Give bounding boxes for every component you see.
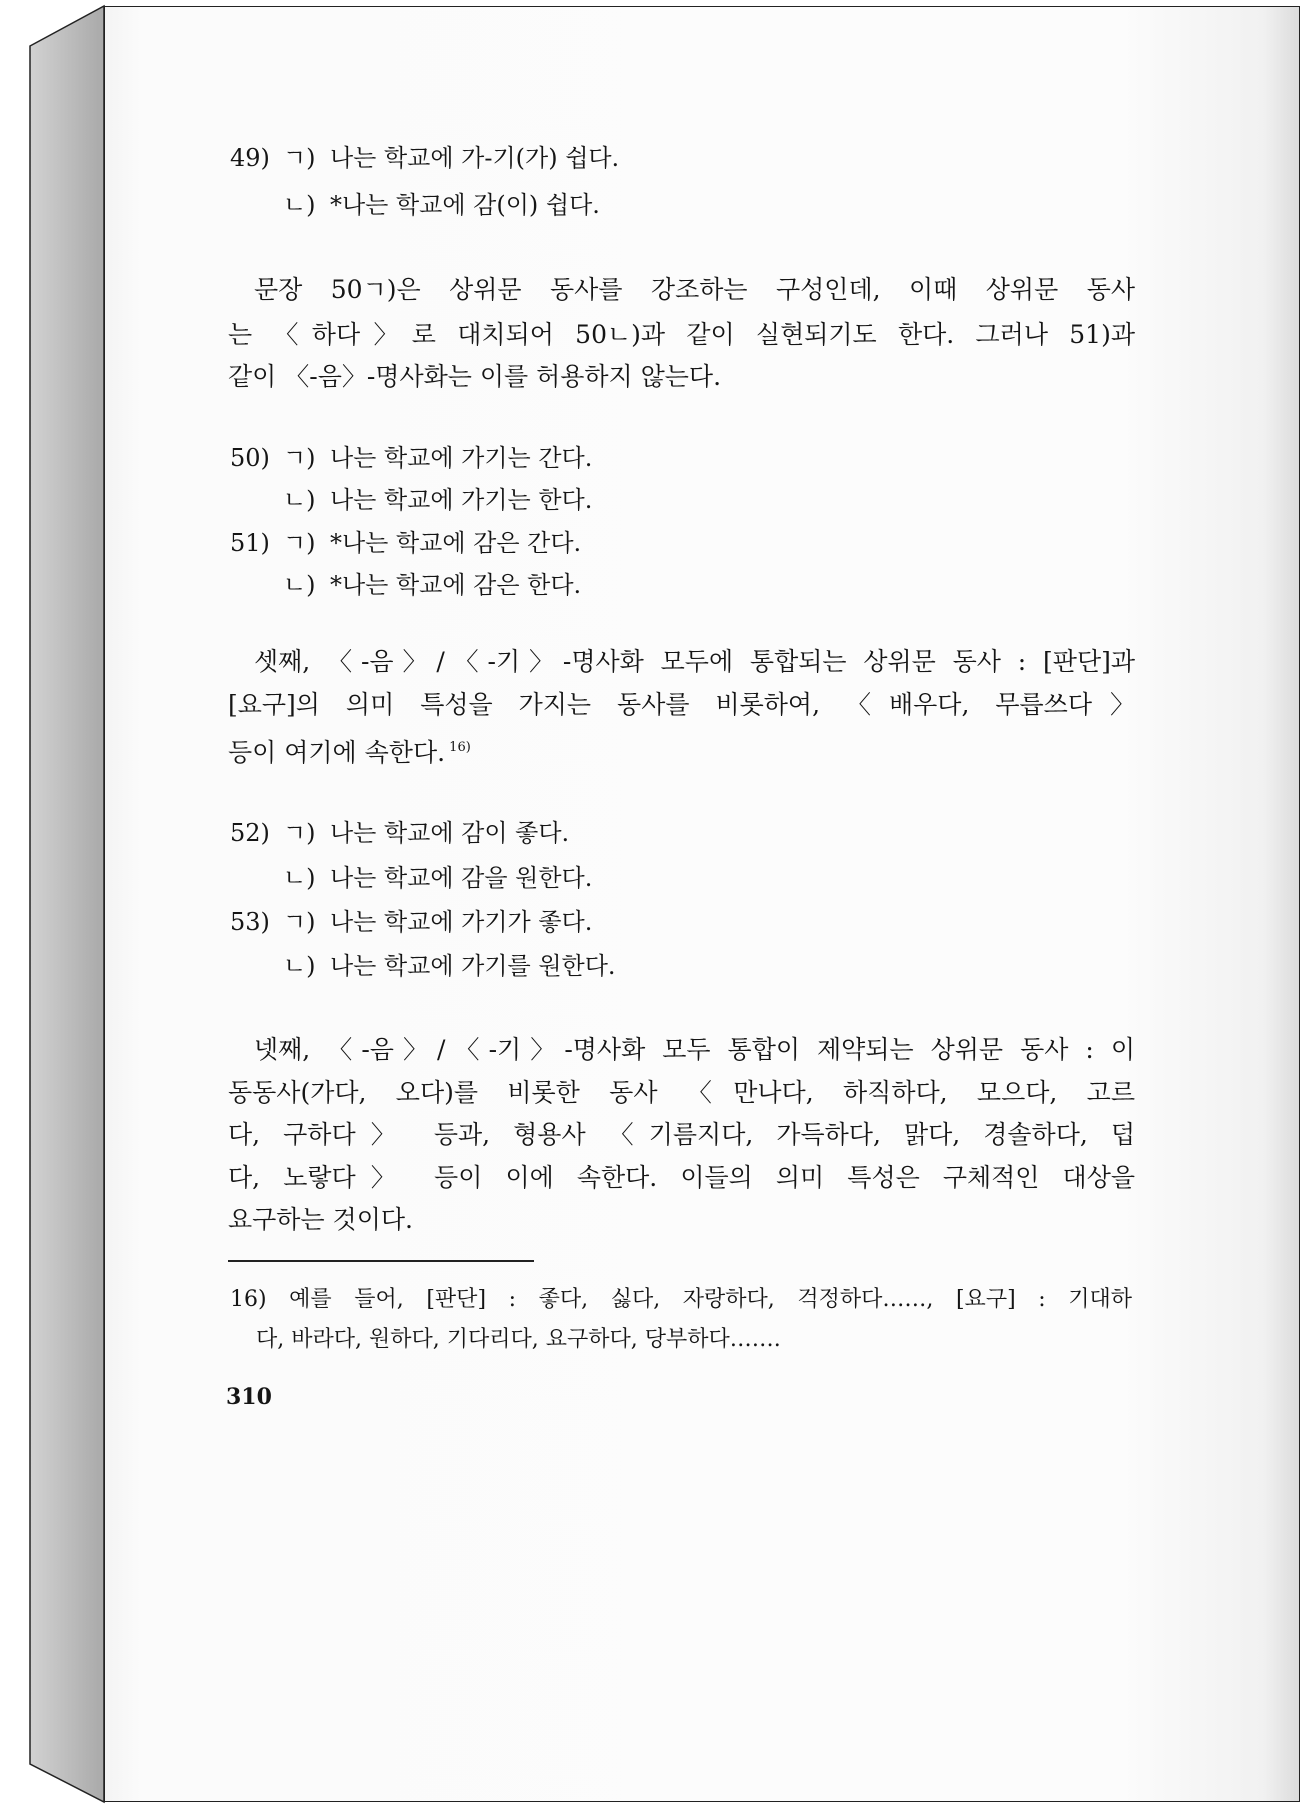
example-number: 51) [230,529,270,557]
paragraph-line: [요구]의 의미 특성을 가지는 동사를 비롯하여, 〈배우다, 무릅쓰다〉 [228,690,1135,719]
footnote-reference[interactable]: 16) [445,740,471,755]
example-label: ㄴ) [283,864,316,892]
book-spine [0,0,120,1806]
example-label: ㄴ) [283,486,316,514]
example-sentence: 나는 학교에 가기는 한다. [330,486,593,514]
footnote-divider [228,1260,534,1262]
example-sentence: 나는 학교에 가-기(가) 쉽다. [330,144,620,172]
example-number: 50) [230,444,270,472]
example-sentence: 나는 학교에 가기가 좋다. [330,908,593,936]
example-sentence: 나는 학교에 가기를 원한다. [330,952,616,980]
paragraph-line: 는 〈하다〉로 대치되어 50ㄴ)과 같이 실현되기도 한다. 그러나 51)과 [228,320,1135,349]
example-label: ㄱ) [283,819,316,847]
page-number: 310 [226,1384,272,1410]
example-sentence: 나는 학교에 감을 원한다. [330,864,593,892]
footnote-line: 16) 예를 들어, [판단] : 좋다, 싫다, 자랑하다, 걱정하다……, [요구] : 기대하 [230,1287,1132,1312]
example-number: 49) [230,144,270,172]
example-label: ㄱ) [283,444,316,472]
footnote-line: 다, 바라다, 원하다, 기다리다, 요구하다, 당부하다……. [256,1327,781,1352]
paragraph-line: 문장 50ㄱ)은 상위문 동사를 강조하는 구성인데, 이때 상위문 동사 [254,275,1135,304]
example-sentence: *나는 학교에 감(이) 쉽다. [330,191,600,219]
example-sentence: *나는 학교에 감은 한다. [330,571,582,599]
example-sentence: 나는 학교에 가기는 간다. [330,444,593,472]
paragraph-line: 다, 구하다〉 등과, 형용사 〈기름지다, 가득하다, 맑다, 경솔하다, 덥 [228,1120,1135,1149]
paragraph-line: 동동사(가다, 오다)를 비롯한 동사 〈만나다, 하직하다, 모으다, 고르 [228,1078,1135,1107]
example-number: 52) [230,819,270,847]
example-number: 53) [230,908,270,936]
paragraph-line: 같이 〈-음〉-명사화는 이를 허용하지 않는다. [228,362,722,391]
example-label: ㄱ) [283,529,316,557]
paragraph-line: 등이 여기에 속한다. $^{16)}$ [228,738,471,767]
example-label: ㄴ) [283,571,316,599]
example-label: ㄴ) [283,191,316,219]
paragraph-line: 다, 노랗다〉 등이 이에 속한다. 이들의 의미 특성은 구체적인 대상을 [228,1163,1135,1192]
example-sentence: *나는 학교에 감은 간다. [330,529,582,557]
paragraph-line: 넷째, 〈-음〉/〈-기〉-명사화 모두 통합이 제약되는 상위문 동사 : 이 [254,1035,1135,1064]
paragraph-line: 요구하는 것이다. [228,1205,413,1234]
example-label: ㄴ) [283,952,316,980]
example-sentence: 나는 학교에 감이 좋다. [330,819,570,847]
example-label: ㄱ) [283,144,316,172]
example-label: ㄱ) [283,908,316,936]
paragraph-line: 셋째, 〈-음〉/〈-기〉-명사화 모두에 통합되는 상위문 동사 : [판단]과 [254,647,1135,676]
